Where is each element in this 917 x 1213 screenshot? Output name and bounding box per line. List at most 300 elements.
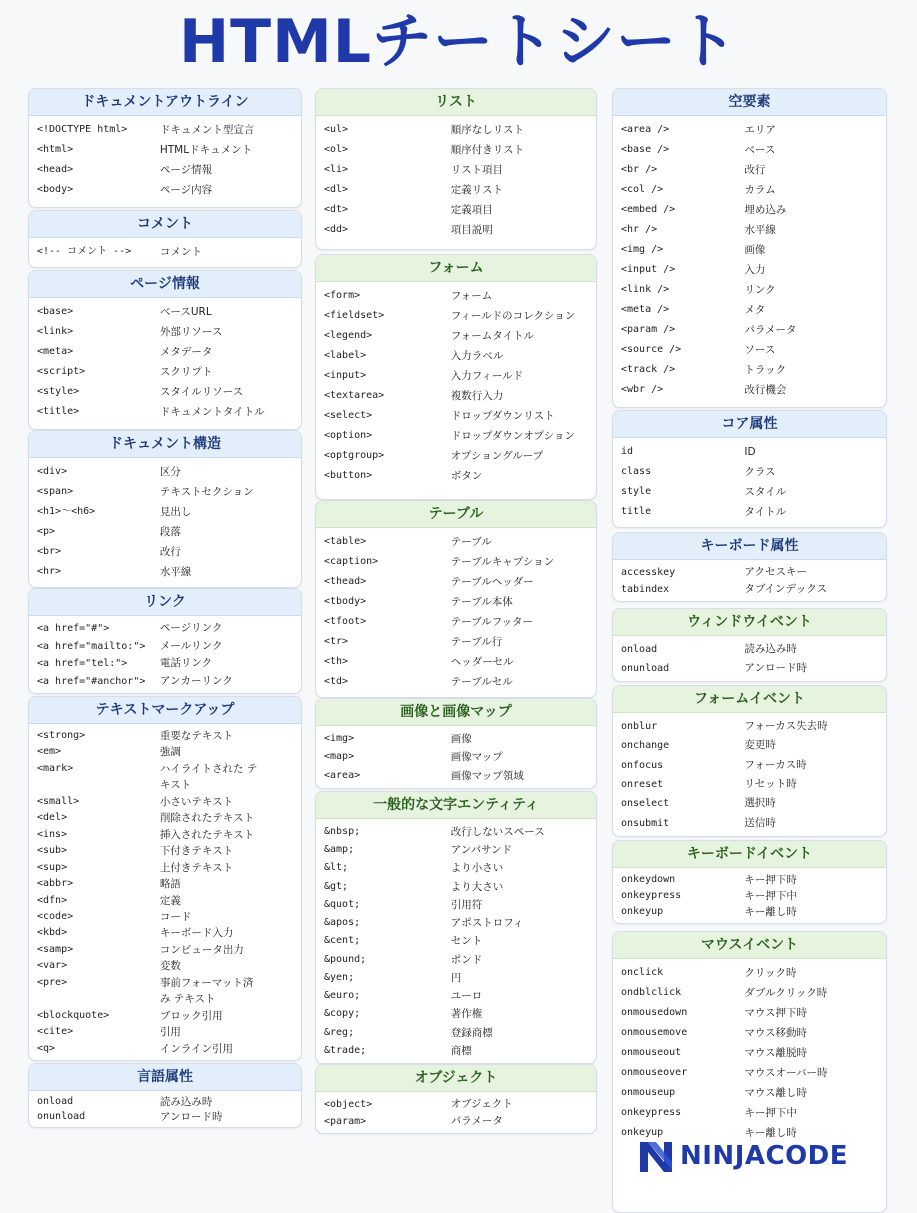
- entry-description: 改行: [744, 164, 766, 176]
- entry-row: [621, 904, 878, 920]
- section-title: 空要素: [613, 89, 886, 116]
- entry-description: 著作権: [450, 1008, 483, 1021]
- entry-row: [621, 160, 878, 180]
- entry-code: <a href="#anchor">: [37, 675, 146, 687]
- entry-description: 引用符: [450, 898, 483, 911]
- section-card: [612, 840, 887, 924]
- section-rows: [613, 636, 886, 682]
- ninjacode-logo-icon: [636, 1136, 676, 1176]
- entry-description: メールリンク: [159, 639, 223, 652]
- section-card: [612, 608, 887, 682]
- entry-code: onsubmit: [621, 817, 670, 829]
- entry-code: <optgroup>: [324, 450, 385, 461]
- entry-code: <!DOCTYPE html>: [37, 124, 128, 135]
- entry-description: フィールドのコレクション: [450, 310, 576, 322]
- entry-description: 画像マップ: [450, 751, 503, 764]
- entry-row: [621, 280, 878, 300]
- entry-code: <caption>: [324, 556, 379, 567]
- entry-row: [37, 673, 293, 691]
- section-card: [315, 1064, 597, 1134]
- entry-row: [37, 160, 293, 180]
- entry-row: [37, 180, 293, 200]
- section-card: [28, 88, 302, 208]
- section-title: リンク: [29, 589, 301, 616]
- section-card: [612, 410, 887, 528]
- entry-code: class: [621, 466, 652, 477]
- entry-code: <img>: [324, 733, 355, 744]
- entry-row: [324, 969, 588, 987]
- entry-code: onkeyup: [621, 1127, 664, 1138]
- entry-code: <dl>: [324, 184, 349, 195]
- entry-row: [621, 814, 878, 833]
- entry-row: [37, 638, 293, 656]
- entry-row: [37, 342, 293, 362]
- entry-code: onselect: [621, 798, 670, 810]
- entry-row: [324, 592, 588, 612]
- entry-row: [37, 843, 293, 859]
- entry-code: <param>: [324, 1116, 367, 1127]
- entry-row: [324, 932, 588, 950]
- section-title: フォーム: [316, 255, 596, 282]
- entry-row: [324, 426, 588, 446]
- logo-text: NINJACODE: [680, 1141, 849, 1171]
- entry-description: ダブルクリック時: [744, 987, 828, 999]
- section-rows: [613, 959, 886, 1147]
- entry-description: リンク: [744, 284, 776, 296]
- entry-description: アンパサンド: [450, 844, 513, 857]
- entry-row: [324, 386, 588, 406]
- entry-row: [324, 346, 588, 366]
- entry-description: ドキュメントタイトル: [159, 406, 265, 418]
- entry-description: 送信時: [744, 816, 776, 829]
- entry-row: [621, 1023, 878, 1043]
- entry-row: [324, 1096, 588, 1113]
- section-rows: [613, 116, 886, 404]
- entry-row: [37, 522, 293, 542]
- section-card: [28, 696, 302, 1061]
- entry-description: スタイル: [744, 486, 787, 498]
- entry-code: <option>: [324, 430, 373, 441]
- entry-code: <link>: [37, 326, 74, 337]
- entry-row: [324, 220, 588, 240]
- entry-row: [621, 240, 878, 260]
- entry-code: <tr>: [324, 636, 349, 647]
- entry-description: オプショングループ: [450, 450, 544, 462]
- entry-row: [324, 1024, 588, 1042]
- entry-code: <div>: [37, 466, 68, 477]
- entry-description: 定義リスト: [450, 184, 504, 196]
- entry-row: [37, 502, 293, 522]
- entry-description: キー離し時: [744, 1127, 797, 1139]
- section-rows: [29, 298, 301, 426]
- entry-description: より大さい: [450, 880, 504, 893]
- entry-code: <html>: [37, 144, 74, 155]
- entry-description: マウス押下時: [744, 1007, 808, 1019]
- entry-row: [324, 672, 588, 692]
- entry-description: コメント: [159, 246, 202, 258]
- entry-description: オブジェクト: [450, 1098, 513, 1110]
- entry-code: <track />: [621, 364, 676, 375]
- section-rows: [316, 116, 596, 244]
- entry-code: <img />: [621, 244, 664, 255]
- entry-description: フォーカス時: [744, 758, 807, 771]
- entry-code: onunload: [37, 1110, 86, 1122]
- entry-code: <col />: [621, 184, 664, 195]
- entry-row: [37, 542, 293, 562]
- entry-row: [324, 200, 588, 220]
- entry-description: 重要なテキスト: [159, 730, 234, 742]
- entry-code: &cent;: [324, 935, 361, 947]
- section-title: キーボード属性: [613, 533, 886, 560]
- entry-code: <cite>: [37, 1026, 74, 1038]
- section-card: [28, 270, 302, 430]
- entry-description: 引用: [159, 1026, 181, 1039]
- entry-row: [621, 564, 878, 581]
- entry-row: [37, 925, 293, 941]
- entry-row: [621, 320, 878, 340]
- entry-description: ドキュメント型宣言: [159, 124, 255, 136]
- entry-row: [324, 406, 588, 426]
- entry-row: [324, 878, 588, 896]
- entry-row: [37, 1095, 293, 1110]
- entry-code: <embed />: [621, 204, 676, 215]
- entry-row: [621, 120, 878, 140]
- entry-description: クラス: [744, 466, 776, 478]
- entry-code: onchange: [621, 740, 670, 752]
- entry-description: 段落: [159, 526, 181, 538]
- entry-code: &gt;: [324, 880, 349, 892]
- entry-description: 改行しないスペース: [450, 826, 545, 838]
- entry-description: テーブルヘッダー: [450, 576, 534, 588]
- entry-description: 順序付きリスト: [450, 144, 525, 156]
- entry-row: [324, 859, 588, 877]
- entry-row: [324, 120, 588, 140]
- entry-code: <ol>: [324, 144, 349, 155]
- section-title: キーボードイベント: [613, 841, 886, 868]
- entry-description: 削除されたテキスト: [159, 812, 255, 825]
- section-rows: [29, 724, 301, 1061]
- entry-code: title: [621, 506, 652, 517]
- entry-row: [621, 983, 878, 1003]
- entry-description: 変更時: [744, 739, 776, 752]
- entry-code: onmousemove: [621, 1027, 688, 1038]
- entry-description: 変数: [159, 960, 181, 973]
- entry-row: [324, 841, 588, 859]
- ninjacode-logo: [636, 1136, 848, 1176]
- entry-row: [324, 306, 588, 326]
- entry-code: <em>: [37, 746, 62, 758]
- entry-row: [324, 987, 588, 1005]
- entry-code: <abbr>: [37, 878, 74, 890]
- entry-code: &reg;: [324, 1026, 355, 1038]
- section-title: マウスイベント: [613, 932, 886, 959]
- entry-description: リセット時: [744, 777, 797, 790]
- entry-row: [37, 876, 293, 892]
- entry-description: 円: [450, 971, 462, 984]
- entry-row: [37, 1041, 293, 1057]
- section-rows: [29, 1091, 301, 1128]
- entry-row: [37, 655, 293, 673]
- section-rows: [316, 819, 596, 1064]
- entry-row: [324, 823, 588, 841]
- entry-description: タイトル: [744, 506, 787, 518]
- section-card: [28, 1063, 302, 1128]
- entry-row: [37, 562, 293, 582]
- entry-description: キー押下中: [744, 890, 797, 902]
- entry-code: onclick: [621, 967, 664, 978]
- entry-code: <button>: [324, 470, 373, 481]
- entry-code: <body>: [37, 184, 74, 195]
- entry-row: [37, 462, 293, 482]
- entry-row: [621, 640, 878, 659]
- section-rows: [613, 713, 886, 837]
- section-title: ページ情報: [29, 271, 301, 298]
- entry-code: &quot;: [324, 898, 361, 910]
- entry-row: [37, 120, 293, 140]
- entry-row: [37, 322, 293, 342]
- entry-row: [324, 160, 588, 180]
- entry-description: 登録商標: [450, 1026, 493, 1039]
- section-title: テキストマークアップ: [29, 697, 301, 724]
- entry-row: [621, 581, 878, 598]
- entry-code: <meta>: [37, 346, 74, 357]
- entry-code: <td>: [324, 676, 349, 687]
- entry-row: [621, 140, 878, 160]
- entry-description: セント: [450, 935, 483, 948]
- entry-code: <mark>: [37, 762, 74, 774]
- entry-description: テーブル行: [450, 636, 503, 648]
- entry-row: [324, 748, 588, 766]
- entry-code: ondblclick: [621, 987, 682, 998]
- entry-code: &copy;: [324, 1008, 361, 1020]
- entry-description: ブロック引用: [159, 1009, 223, 1022]
- entry-code: &apos;: [324, 917, 361, 929]
- entry-code: <title>: [37, 406, 80, 417]
- entry-row: [324, 1042, 588, 1060]
- entry-description: アンロード時: [159, 1110, 223, 1123]
- entry-row: [621, 462, 878, 482]
- entry-code: <head>: [37, 164, 74, 175]
- entry-description: エリア: [744, 124, 776, 136]
- entry-code: onunload: [621, 663, 670, 674]
- entry-code: <sup>: [37, 861, 68, 873]
- section-title: ウィンドウイベント: [613, 609, 886, 636]
- section-rows: [316, 282, 596, 490]
- entry-description: メタデータ: [159, 346, 213, 358]
- entry-row: [37, 860, 293, 876]
- entry-row: [324, 632, 588, 652]
- entry-row: [37, 1024, 293, 1040]
- entry-description: ベース: [744, 144, 776, 156]
- entry-description: テーブルセル: [450, 676, 513, 688]
- entry-code: <ins>: [37, 828, 68, 840]
- entry-code: <input />: [621, 264, 676, 275]
- entry-row: [621, 775, 878, 794]
- entry-code: <script>: [37, 366, 86, 377]
- entry-description: 複数行入力: [450, 390, 504, 402]
- entry-code: <style>: [37, 386, 80, 397]
- entry-row: [621, 659, 878, 678]
- entry-code: &trade;: [324, 1044, 367, 1056]
- entry-code: <wbr />: [621, 384, 664, 395]
- entry-code: <source />: [621, 344, 682, 355]
- entry-description: キー押下中: [744, 1107, 797, 1119]
- entry-code: <object>: [324, 1099, 373, 1110]
- entry-code: onblur: [621, 721, 658, 732]
- entry-row: [621, 1083, 878, 1103]
- entry-description: 水平線: [744, 224, 776, 236]
- entry-code: onkeydown: [621, 874, 676, 885]
- entry-code: <strong>: [37, 730, 86, 741]
- entry-description: ID: [744, 446, 756, 458]
- entry-code: onmouseout: [621, 1047, 682, 1058]
- section-card: [612, 532, 887, 602]
- entry-description: ドロップダウンリスト: [450, 410, 555, 422]
- entry-description: キー押下時: [744, 874, 797, 886]
- section-title: コメント: [29, 211, 301, 238]
- entry-code: <!-- コメント -->: [37, 246, 132, 257]
- entry-code: <meta />: [621, 304, 670, 315]
- entry-description: カラム: [744, 184, 776, 196]
- entry-description: 小さいテキスト: [159, 795, 234, 808]
- entry-code: <label>: [324, 350, 367, 361]
- section-card: [315, 698, 597, 789]
- entry-code: <dfn>: [37, 894, 68, 906]
- entry-description: 事前フォーマット済み テキスト: [159, 976, 254, 1006]
- entry-row: [621, 200, 878, 220]
- entry-description: 読み込み時: [744, 643, 797, 655]
- entry-description: マウスオーバー時: [744, 1067, 828, 1079]
- section-rows: [29, 238, 301, 266]
- entry-row: [324, 446, 588, 466]
- section-title: リスト: [316, 89, 596, 116]
- entry-row: [324, 652, 588, 672]
- entry-description: フォームタイトル: [450, 330, 534, 342]
- entry-description: フォーム: [450, 290, 493, 302]
- entry-row: [621, 1063, 878, 1083]
- entry-description: タブインデックス: [744, 583, 828, 595]
- section-title: コア属性: [613, 411, 886, 438]
- entry-code: <tfoot>: [324, 616, 367, 627]
- entry-code: <base />: [621, 144, 670, 155]
- entry-description: 水平線: [159, 566, 192, 578]
- entry-row: [37, 242, 293, 262]
- entry-description: アポストロフィ: [450, 917, 524, 930]
- entry-description: ポンド: [450, 953, 483, 966]
- entry-description: マウス離脱時: [744, 1047, 808, 1059]
- entry-description: ヘッダーセル: [450, 656, 514, 668]
- section-rows: [29, 616, 301, 694]
- entry-description: アンカーリンク: [159, 674, 233, 687]
- entry-row: [37, 302, 293, 322]
- entry-row: [621, 180, 878, 200]
- entry-row: [37, 362, 293, 382]
- entry-code: <input>: [324, 370, 367, 381]
- entry-code: &amp;: [324, 844, 355, 856]
- page-title: HTMLチートシート: [178, 7, 739, 77]
- entry-row: [37, 402, 293, 422]
- entry-row: [37, 1008, 293, 1024]
- entry-row: [37, 744, 293, 760]
- entry-description: 挿入されたテキスト: [159, 828, 255, 841]
- entry-description: ボタン: [450, 470, 483, 482]
- entry-code: <textarea>: [324, 390, 385, 401]
- entry-row: [621, 717, 878, 736]
- entry-code: <param />: [621, 324, 676, 335]
- entry-code: <base>: [37, 306, 74, 317]
- entry-description: 商標: [450, 1044, 472, 1057]
- entry-description: ベースURL: [159, 306, 212, 318]
- entry-description: テキストセクション: [159, 486, 254, 498]
- entry-description: マウス離し時: [744, 1087, 808, 1099]
- entry-row: [324, 914, 588, 932]
- entry-code: <h1>～<h6>: [37, 506, 96, 517]
- entry-row: [621, 482, 878, 502]
- entry-row: [621, 360, 878, 380]
- entry-row: [621, 380, 878, 400]
- entry-description: トラック: [744, 364, 787, 376]
- entry-code: onreset: [621, 778, 664, 790]
- section-rows: [316, 1092, 596, 1134]
- entry-description: キー離し時: [744, 906, 797, 918]
- entry-code: &nbsp;: [324, 826, 361, 837]
- entry-row: [621, 963, 878, 983]
- entry-description: テーブル: [450, 536, 492, 548]
- entry-description: 外部リソース: [159, 326, 223, 338]
- entry-code: <th>: [324, 656, 349, 667]
- entry-description: ハイライトされた テキスト: [159, 762, 258, 792]
- entry-code: <var>: [37, 960, 68, 972]
- entry-code: <a href="mailto:">: [37, 640, 146, 652]
- entry-description: より小さい: [450, 862, 504, 875]
- entry-description: パラメータ: [450, 1115, 503, 1127]
- section-rows: [613, 868, 886, 924]
- section-title: オブジェクト: [316, 1065, 596, 1092]
- entry-code: &pound;: [324, 953, 367, 965]
- entry-row: [37, 827, 293, 843]
- section-title: 画像と画像マップ: [316, 699, 596, 726]
- entry-description: テーブルキャプション: [450, 556, 555, 568]
- entry-code: <dt>: [324, 204, 349, 215]
- entry-code: &yen;: [324, 971, 355, 983]
- entry-code: onkeyup: [621, 906, 664, 917]
- entry-code: <p>: [37, 526, 56, 537]
- entry-row: [324, 767, 588, 785]
- entry-code: <del>: [37, 812, 68, 824]
- entry-description: スクリプト: [159, 366, 213, 378]
- section-title: 言語属性: [29, 1064, 301, 1091]
- entry-row: [324, 730, 588, 748]
- entry-row: [324, 286, 588, 306]
- entry-description: 埋め込み: [744, 204, 787, 216]
- entry-description: 区分: [159, 466, 181, 478]
- entry-row: [324, 532, 588, 552]
- entry-row: [37, 909, 293, 925]
- entry-description: テーブル本体: [450, 596, 513, 608]
- entry-code: <br>: [37, 546, 62, 557]
- entry-code: <pre>: [37, 976, 68, 988]
- entry-code: onfocus: [621, 759, 664, 771]
- entry-row: [324, 951, 588, 969]
- entry-row: [324, 366, 588, 386]
- section-card: [28, 588, 302, 694]
- entry-row: [621, 1103, 878, 1123]
- entry-description: キーボード入力: [159, 927, 234, 940]
- entry-description: 画像マップ領域: [450, 769, 524, 782]
- entry-code: <kbd>: [37, 927, 68, 939]
- entry-description: コード: [159, 910, 192, 923]
- entry-code: <code>: [37, 910, 74, 922]
